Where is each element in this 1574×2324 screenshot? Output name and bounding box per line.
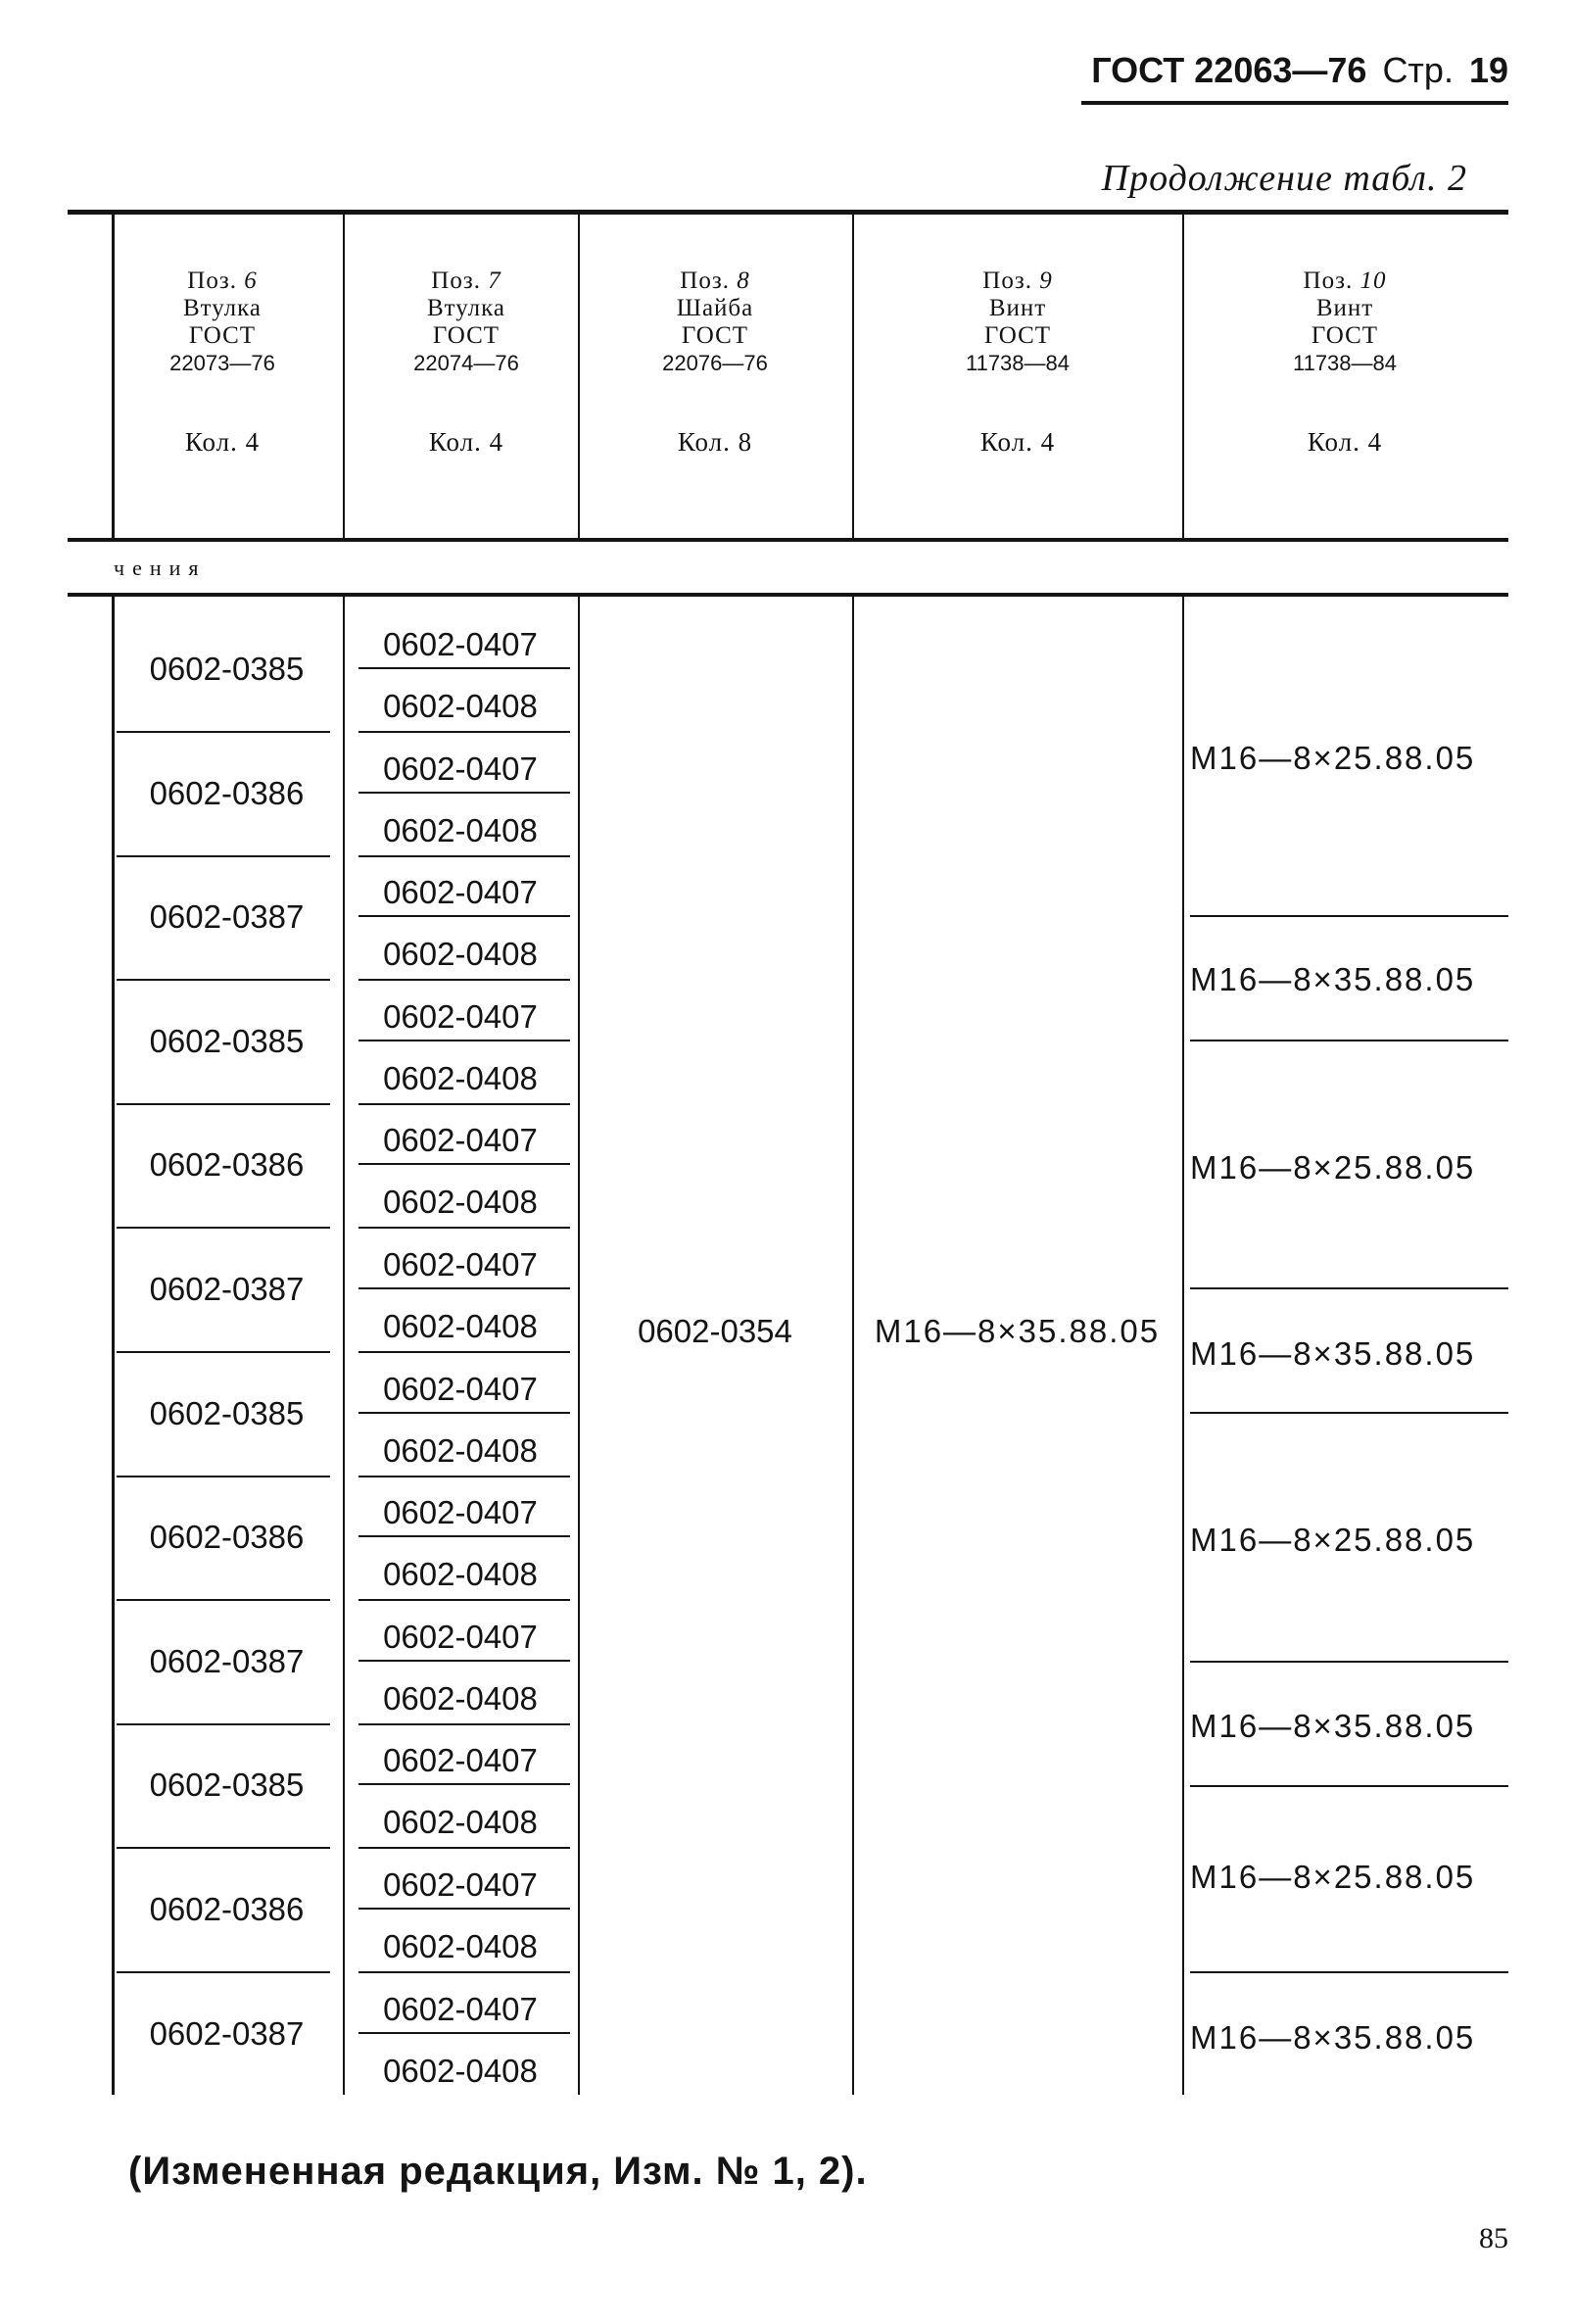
part-name: Винт	[988, 295, 1047, 321]
row-rule	[117, 731, 330, 733]
bushing-designation-a: 0602-0407	[383, 874, 538, 910]
page-word: Стр.	[1382, 50, 1454, 90]
row-subrule	[358, 667, 570, 669]
row-subrule	[358, 1351, 570, 1353]
quantity-label: Кол. 4	[428, 427, 504, 457]
row-designation: 0602-0386	[149, 1146, 305, 1183]
row-designation: 0602-0387	[149, 2015, 305, 2052]
header-underline	[1081, 101, 1508, 105]
washer-designation: 0602-0354	[638, 1313, 792, 1349]
screw-designation-alt: M16—8×25.88.05	[1190, 1859, 1476, 1895]
position-label: Поз.	[1303, 267, 1354, 294]
row-rule	[117, 1723, 330, 1725]
bushing-designation-b: 0602-0408	[383, 1184, 538, 1220]
bushing-designation-b: 0602-0408	[383, 812, 538, 848]
row-designation: 0602-0387	[149, 1271, 305, 1307]
screw-designation-alt: M16—8×25.88.05	[1190, 1149, 1476, 1186]
row-subrule	[358, 1908, 570, 1910]
bushing-designation-b: 0602-0408	[383, 1308, 538, 1344]
row-rule	[117, 1103, 330, 1105]
bushing-designation-b: 0602-0408	[383, 1060, 538, 1096]
row-subrule	[358, 1723, 570, 1725]
row-rule	[117, 1351, 330, 1353]
standard-number: ГОСТ 22063—76	[1091, 50, 1367, 90]
bushing-designation-a: 0602-0407	[383, 750, 538, 787]
row-designation: 0602-0386	[149, 1891, 305, 1927]
bushing-designation-b: 0602-0408	[383, 936, 538, 972]
position-line	[100, 267, 345, 295]
position-line	[593, 267, 837, 295]
amendment-note: (Измененная редакция, Изм. № 1, 2).	[128, 2150, 868, 2193]
bushing-designation-a: 0602-0407	[383, 1742, 538, 1778]
section-label: чения	[114, 556, 207, 580]
row-rule	[117, 1476, 330, 1477]
column-header-8	[593, 267, 837, 377]
column-header-9	[895, 267, 1140, 377]
screw-designation-alt: M16—8×25.88.05	[1190, 1522, 1476, 1558]
standard-number: 22073—76	[169, 351, 275, 375]
position-number: 7	[488, 267, 501, 294]
standard-label: ГОСТ	[432, 322, 501, 349]
standard-number: 11738—84	[965, 351, 1070, 375]
row-rule	[117, 979, 330, 981]
bushing-designation-a: 0602-0407	[383, 998, 538, 1035]
screw-designation-alt: M16—8×25.88.05	[1190, 740, 1476, 776]
screw-rule	[1190, 1040, 1508, 1041]
standard-number: 11738—84	[1292, 351, 1397, 375]
page-ref-number: 19	[1468, 50, 1508, 90]
standard-label: ГОСТ	[983, 322, 1052, 349]
bushing-designation-a: 0602-0407	[383, 1246, 538, 1283]
row-subrule	[358, 915, 570, 917]
quantity-label: Кол. 8	[677, 427, 753, 457]
position-label: Поз.	[431, 267, 481, 294]
part-name: Винт	[1315, 295, 1374, 321]
standard-number: 22076—76	[662, 351, 768, 375]
position-number: 6	[244, 267, 258, 294]
header-column-rule	[852, 215, 854, 539]
bushing-designation-a: 0602-0407	[383, 1494, 538, 1530]
header-column-rule	[1182, 215, 1184, 539]
row-subrule	[358, 1412, 570, 1414]
running-header	[1091, 49, 1508, 92]
table-top-rule	[68, 210, 1508, 215]
standard-label: ГОСТ	[188, 322, 257, 349]
bushing-designation-b: 0602-0408	[383, 1804, 538, 1840]
position-number: 8	[737, 267, 750, 294]
screw-designation-alt: M16—8×35.88.05	[1190, 2019, 1476, 2056]
row-rule	[117, 1599, 330, 1601]
screw-designation-alt: M16—8×35.88.05	[1190, 1708, 1476, 1744]
bushing-designation-b: 0602-0408	[383, 1928, 538, 1964]
position-number: 9	[1039, 267, 1053, 294]
row-subrule	[358, 1476, 570, 1477]
column-header-10	[1222, 267, 1467, 377]
bushing-designation-a: 0602-0407	[383, 1619, 538, 1655]
column-header-7	[344, 267, 589, 377]
row-designation: 0602-0385	[149, 1767, 305, 1803]
bushing-designation-b: 0602-0408	[383, 2053, 538, 2089]
row-subrule	[358, 1847, 570, 1849]
table-continuation-caption: Продолжение табл. 2	[1101, 158, 1467, 199]
row-designation: 0602-0387	[149, 898, 305, 935]
bushing-designation-a: 0602-0407	[383, 1866, 538, 1903]
screw-rule	[1190, 1971, 1508, 1973]
row-rule	[117, 1227, 330, 1229]
part-name: Втулка	[182, 295, 262, 321]
body-column-rule	[1182, 597, 1184, 2095]
row-subrule	[358, 1783, 570, 1785]
screw-designation-alt: M16—8×35.88.05	[1190, 1335, 1476, 1372]
position-label: Поз.	[680, 267, 730, 294]
screw-rule	[1190, 915, 1508, 917]
screw-rule	[1190, 1412, 1508, 1414]
position-line	[895, 267, 1140, 295]
row-rule	[117, 1971, 330, 1973]
row-subrule	[358, 1040, 570, 1041]
row-rule	[117, 855, 330, 857]
row-subrule	[358, 792, 570, 794]
position-label: Поз.	[982, 267, 1032, 294]
row-subrule	[358, 731, 570, 733]
bushing-designation-a: 0602-0407	[383, 1991, 538, 2027]
bushing-designation-b: 0602-0408	[383, 1680, 538, 1717]
row-subrule	[358, 855, 570, 857]
bushing-designation-b: 0602-0408	[383, 1432, 538, 1469]
row-subrule	[358, 2032, 570, 2034]
bushing-designation-a: 0602-0407	[383, 1371, 538, 1407]
standard-number: 22074—76	[413, 351, 519, 375]
quantity-label: Кол. 4	[184, 427, 261, 457]
screw-designation: M16—8×35.88.05	[874, 1313, 1161, 1349]
row-subrule	[358, 1287, 570, 1289]
position-line	[344, 267, 589, 295]
standard-label: ГОСТ	[1311, 322, 1379, 349]
table-body-top-rule	[68, 593, 1508, 597]
screw-rule	[1190, 1287, 1508, 1289]
quantity-label: Кол. 4	[1307, 427, 1383, 457]
bushing-designation-b: 0602-0408	[383, 688, 538, 724]
row-subrule	[358, 1163, 570, 1165]
row-subrule	[358, 1599, 570, 1601]
screw-designation-alt: M16—8×35.88.05	[1190, 961, 1476, 997]
part-name: Шайба	[676, 295, 754, 321]
table-header-bottom-rule	[68, 538, 1508, 542]
row-designation: 0602-0385	[149, 651, 305, 687]
row-subrule	[358, 1103, 570, 1105]
position-number: 10	[1359, 267, 1387, 294]
row-designation: 0602-0385	[149, 1023, 305, 1059]
screw-rule	[1190, 1785, 1508, 1787]
bushing-designation-a: 0602-0407	[383, 626, 538, 662]
position-line	[1222, 267, 1467, 295]
row-subrule	[358, 1227, 570, 1229]
row-subrule	[358, 1535, 570, 1537]
screw-rule	[1190, 1661, 1508, 1663]
row-subrule	[358, 1971, 570, 1973]
page-number: 85	[1479, 2222, 1508, 2254]
body-column-rule	[112, 597, 115, 2095]
row-subrule	[358, 1660, 570, 1662]
row-subrule	[358, 979, 570, 981]
row-designation: 0602-0387	[149, 1643, 305, 1679]
quantity-label: Кол. 4	[979, 427, 1056, 457]
position-label: Поз.	[187, 267, 237, 294]
row-designation: 0602-0385	[149, 1395, 305, 1431]
standard-label: ГОСТ	[681, 322, 749, 349]
row-designation: 0602-0386	[149, 1519, 305, 1555]
column-header-6	[100, 267, 345, 377]
row-rule	[117, 1847, 330, 1849]
bushing-designation-a: 0602-0407	[383, 1122, 538, 1158]
bushing-designation-b: 0602-0408	[383, 1556, 538, 1592]
row-designation: 0602-0386	[149, 775, 305, 811]
part-name: Втулка	[426, 295, 505, 321]
